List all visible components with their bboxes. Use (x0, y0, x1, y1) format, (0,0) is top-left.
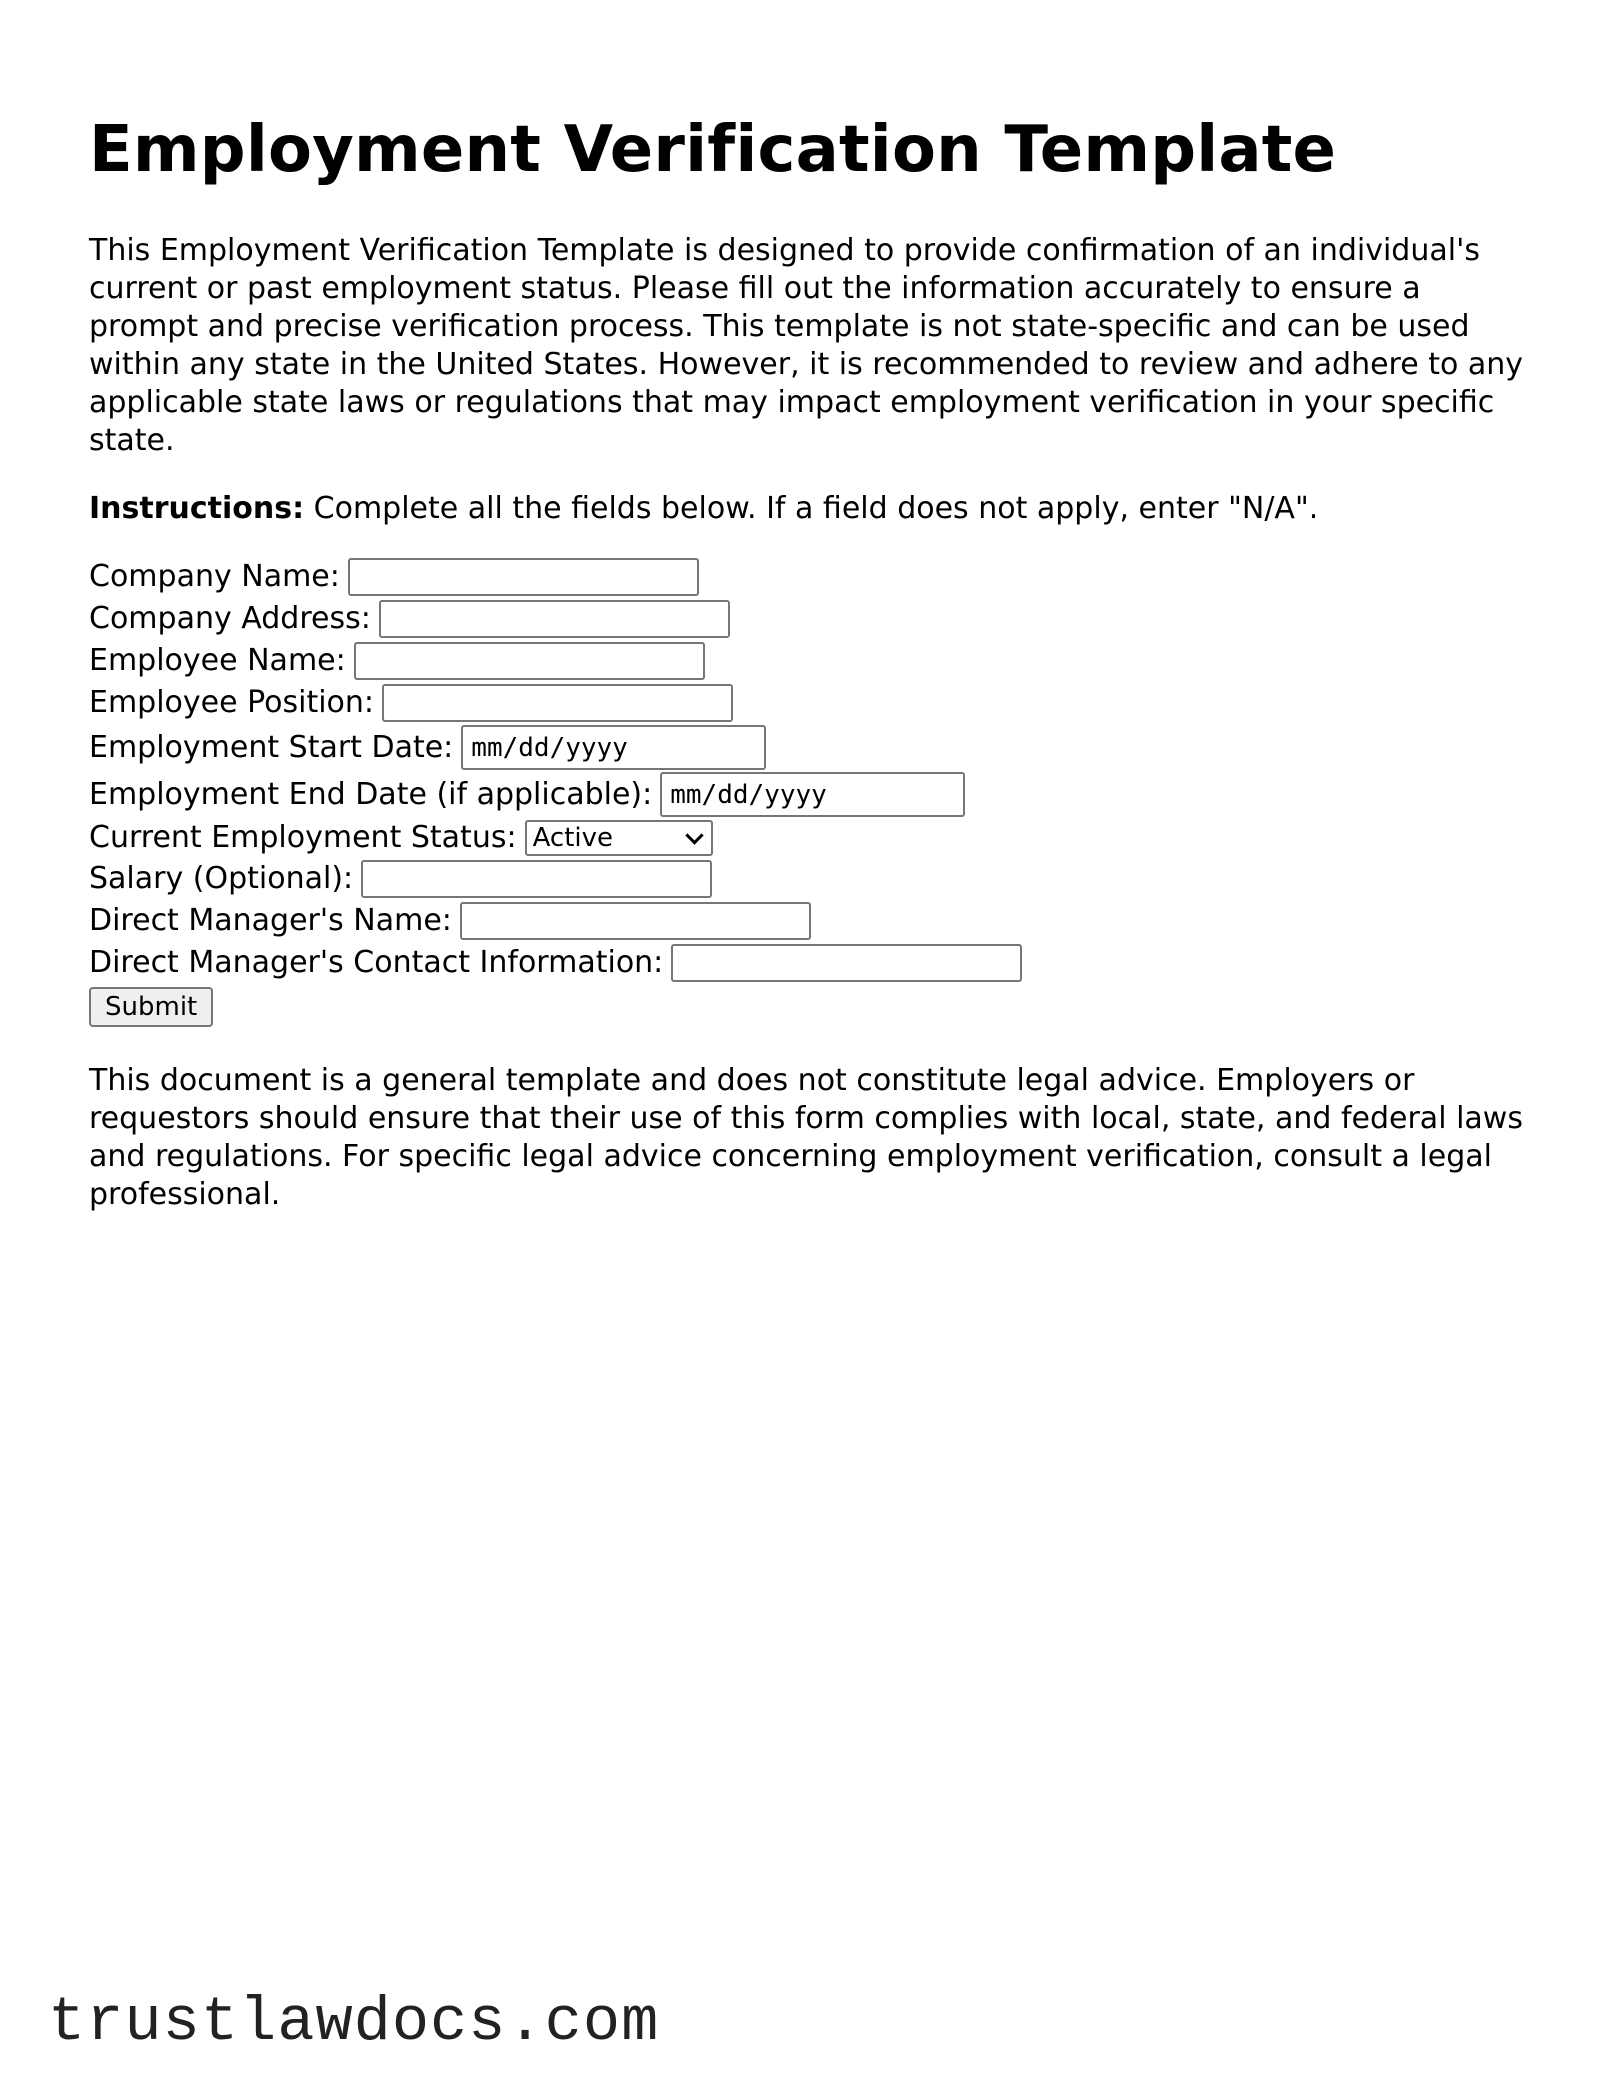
instructions-label: Instructions: (89, 491, 305, 526)
status-selected-value: Active (532, 823, 614, 853)
company-address-row (89, 598, 1539, 640)
salary-input[interactable] (361, 860, 712, 898)
salary-label: Salary (Optional): (89, 861, 354, 896)
manager-contact-row (89, 942, 1539, 984)
manager-name-row (89, 900, 1539, 942)
company-address-label: Company Address: (89, 601, 371, 636)
manager-name-label: Direct Manager's Name: (89, 903, 452, 938)
instructions-paragraph (89, 490, 1539, 528)
manager-contact-label: Direct Manager's Contact Information: (89, 945, 664, 980)
start-date-label: Employment Start Date: (89, 729, 454, 765)
employee-name-row (89, 640, 1539, 682)
manager-name-input[interactable] (460, 902, 811, 940)
employee-position-input[interactable] (382, 684, 733, 722)
company-name-row (89, 556, 1539, 598)
verification-form (89, 556, 1539, 1028)
instructions-text: Complete all the fields below. If a field does not apply, enter "N/A". (304, 491, 1319, 526)
status-row (89, 818, 1539, 858)
employee-name-input[interactable] (354, 642, 705, 680)
status-label: Current Employment Status: (89, 820, 517, 855)
submit-button[interactable]: Submit (89, 987, 213, 1027)
manager-contact-input[interactable] (671, 944, 1022, 982)
employee-position-row (89, 682, 1539, 724)
start-date-placeholder: mm/dd/yyyy (471, 732, 628, 763)
start-date-row (89, 724, 1539, 771)
chevron-down-icon (685, 826, 703, 844)
start-date-input[interactable] (461, 725, 766, 770)
end-date-placeholder: mm/dd/yyyy (670, 779, 827, 810)
end-date-label: Employment End Date (if applicable): (89, 776, 653, 812)
employee-position-label: Employee Position: (89, 685, 375, 720)
site-watermark: trustlawdocs.com (48, 1987, 660, 2058)
page-title: Employment Verification Template (89, 113, 1337, 187)
company-address-input[interactable] (379, 600, 730, 638)
company-name-input[interactable] (348, 558, 699, 596)
end-date-row (89, 771, 1539, 818)
submit-row (89, 986, 1539, 1028)
company-name-label: Company Name: (89, 559, 340, 594)
intro-paragraph: This Employment Verification Template is designed to provide confirmation of an individual's current or past employment status. Please fill out the information accurately to ensure a prompt and precise verification process. This template is not state-specific and can be used within any state in the United States. However, it is recommended to review and adhere to any applicable state laws or regulations that may impact employment verification in your specific state. (89, 233, 1524, 458)
status-select[interactable] (525, 820, 713, 856)
end-date-input[interactable] (660, 772, 965, 817)
salary-row (89, 858, 1539, 900)
document-page (89, 110, 1539, 1214)
disclaimer-paragraph: This document is a general template and does not constitute legal advice. Employers or requestors should ensure that their use of this form complies with local, state, and federal laws and regulations. For specific legal advice concerning employment verification, consult a legal professional. (89, 1063, 1523, 1212)
employee-name-label: Employee Name: (89, 643, 346, 678)
